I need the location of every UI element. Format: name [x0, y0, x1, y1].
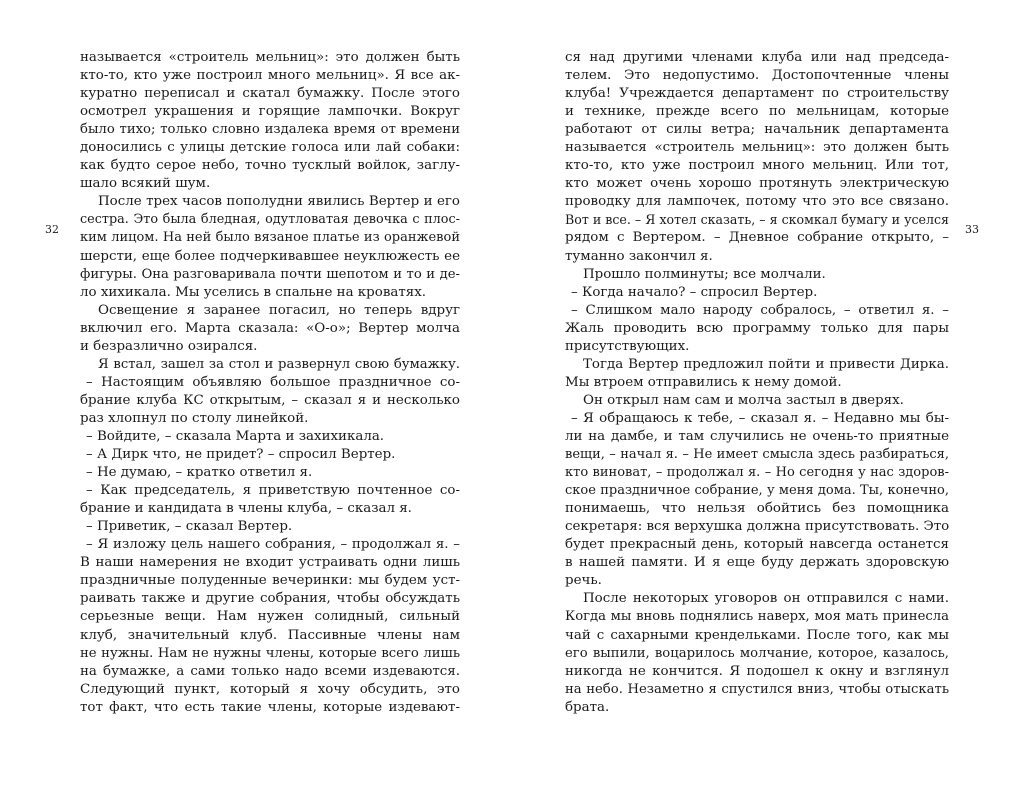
- text-line: ли на дамбе, и там случились не очень-то приятные: [565, 428, 949, 444]
- text-line: присутствующих.: [565, 338, 690, 354]
- text-line: клуб, значительный клуб. Пассивные члены нам: [80, 627, 460, 643]
- text-line: чай с сахарными крендельками. После того, как мы: [565, 627, 949, 643]
- text-line: кто виноват, – продолжал я. – Но сегодня у нас здоров-: [565, 465, 949, 481]
- text-line: туманно закончил я.: [565, 248, 713, 264]
- text-line: брание и кандидата в члены клуба, – сказал я.: [80, 501, 412, 517]
- text-line: и технике, прежде всего по мельницам, которые: [565, 104, 949, 120]
- text-line: Освещение я заранее погасил, но теперь вдруг: [98, 302, 460, 318]
- text-line: – А Дирк что, не придет? – спросил Вертер.: [86, 447, 396, 463]
- text-line: раз хлопнул по столу линейкой.: [80, 410, 309, 426]
- page-number: 32: [45, 223, 59, 236]
- text-line: раивать также и другие собрания, чтобы обсуждать: [80, 591, 460, 607]
- text-line: Вот и все. – Я хотел сказать, – я скомкал бумагу и уселся: [565, 212, 949, 228]
- text-line: Следующий пункт, который я хочу обсудить, это: [80, 681, 460, 697]
- text-column: [80, 49, 460, 717]
- text-line: Он открыл нам сам и молча застыл в дверях.: [583, 392, 904, 408]
- text-line: – Приветик, – сказал Вертер.: [86, 519, 293, 535]
- text-line: понимаешь, что нельзя обойтись без помощника: [565, 501, 949, 517]
- text-line: доносились с улицы детские голоса или лай собаки:: [80, 140, 460, 156]
- text-line: кто-то, кто уже построил много мельниц». Я все ак-: [80, 68, 460, 84]
- text-line: шерсти, еще более подчеркивавшее неуклюжесть ее: [80, 248, 460, 264]
- text-line: В наши намерения не входит устраивать одни лишь: [80, 555, 460, 571]
- text-line: Тогда Вертер предложил пойти и привести Дирка.: [583, 356, 949, 372]
- text-line: и безразлично озирался.: [80, 338, 258, 354]
- text-line: телем. Это недопустимо. Достопочтенные члены: [565, 68, 949, 84]
- text-line: включил его. Марта сказала: «О-о»; Вертер молча: [80, 320, 460, 336]
- text-line: После трех часов пополудни явились Вертер и его: [98, 194, 460, 210]
- text-line: брата.: [565, 699, 610, 715]
- text-line: После некоторых уговоров он отправился с нами.: [583, 591, 949, 607]
- text-line: проводку для лампочек, потому что это все связано.: [565, 194, 949, 210]
- text-line: речь.: [565, 573, 602, 589]
- text-line: ся над другими членами клуба или над председа-: [565, 50, 949, 65]
- text-line: на бумажке, а сами только надо всеми издеваются.: [80, 663, 460, 679]
- text-line: – Я изложу цель нашего собрания, – продолжал я. –: [86, 537, 460, 553]
- text-line: ское праздничное собрание, у меня дома. Ты, конечно,: [565, 483, 949, 499]
- text-line: – Я обращаюсь к тебе, – сказал я. – Недавно мы бы-: [571, 410, 949, 426]
- text-line: на небо. Незаметно я спустился вниз, чтобы отыскать: [565, 681, 949, 697]
- text-line: как будто серое небо, точно тусклый войлок, заглу-: [80, 158, 460, 174]
- text-line: рядом с Вертером. – Дневное собрание открыто, –: [565, 230, 949, 246]
- text-line: Мы втроем отправились к нему домой.: [565, 374, 842, 390]
- text-line: – Когда начало? – спросил Вертер.: [571, 284, 818, 300]
- text-line: брание клуба КС открытым, – сказал я и несколько: [80, 392, 460, 408]
- text-line: клуба! Учреждается департамент по строительству: [565, 86, 949, 102]
- text-column: [565, 49, 949, 717]
- text-line: кто может очень хорошо протянуть электрическую: [565, 176, 949, 192]
- text-line: сестра. Это была бледная, одутловатая девочка с плос-: [80, 212, 460, 228]
- text-line: серьезные вещи. Нам нужен солидный, сильный: [80, 609, 460, 625]
- text-line: осмотрел украшения и горящие лампочки. Вокруг: [80, 104, 460, 120]
- text-line: секретаря: вся верхушка должна присутствовать. Это: [565, 519, 950, 535]
- text-line: в нашей памяти. И я еще буду держать здоровскую: [565, 555, 949, 571]
- text-line: праздничные полуденные вечеринки: мы будем уст-: [80, 573, 460, 589]
- text-line: кто-то, кто уже построил много мельниц. Или тот,: [565, 158, 949, 174]
- page-number: 33: [965, 223, 979, 236]
- text-line: ло хихикала. Мы уселись в спальне на кроватях.: [80, 284, 426, 300]
- text-line: работают от силы ветра; начальник департамента: [565, 122, 949, 138]
- text-line: вещи, – начал я. – Не имеет смысла здесь разбираться,: [565, 447, 949, 463]
- text-line: тот факт, что есть такие члены, которые издевают-: [80, 699, 460, 715]
- text-line: – Слишком мало народу собралось, – ответил я. –: [571, 302, 949, 318]
- text-line: Когда мы вновь поднялись наверх, моя мать принесла: [565, 609, 949, 625]
- text-line: Жаль проводить всю программу только для пары: [565, 320, 949, 336]
- text-line: было тихо; только словно издалека время от времени: [80, 122, 460, 138]
- text-line: Я встал, зашел за стол и развернул свою бумажку.: [98, 356, 460, 372]
- text-line: никогда не кончится. Я подошел к окну и взглянул: [565, 663, 949, 679]
- text-line: будет прекрасный день, который навсегда останется: [565, 537, 949, 553]
- text-line: – Не думаю, – кратко ответил я.: [86, 465, 313, 481]
- text-line: ким лицом. На ней было вязаное платье из оранжевой: [80, 230, 460, 246]
- right-page: [511, 0, 1022, 800]
- text-line: – Войдите, – сказала Марта и захихикала.: [86, 428, 385, 444]
- text-line: не нужны. Нам не нужны члены, которые всего лишь: [80, 645, 460, 661]
- text-line: называется «строитель мельниц»: это должен быть: [565, 140, 949, 156]
- text-line: его выпили, воцарилось молчание, которое, казалось,: [565, 645, 949, 661]
- text-line: фигуры. Она разговаривала почти шепотом и то и де-: [80, 266, 460, 282]
- text-line: куратно переписал и скатал бумажку. После этого: [80, 86, 460, 102]
- text-line: называется «строитель мельниц»: это должен быть: [80, 50, 460, 65]
- text-line: Прошло полминуты; все молчали.: [583, 266, 826, 282]
- text-line: – Как председатель, я приветствую почтенное со-: [86, 483, 460, 499]
- text-line: – Настоящим объявляю большое праздничное со-: [86, 374, 460, 390]
- text-line: шало всякий шум.: [80, 176, 211, 192]
